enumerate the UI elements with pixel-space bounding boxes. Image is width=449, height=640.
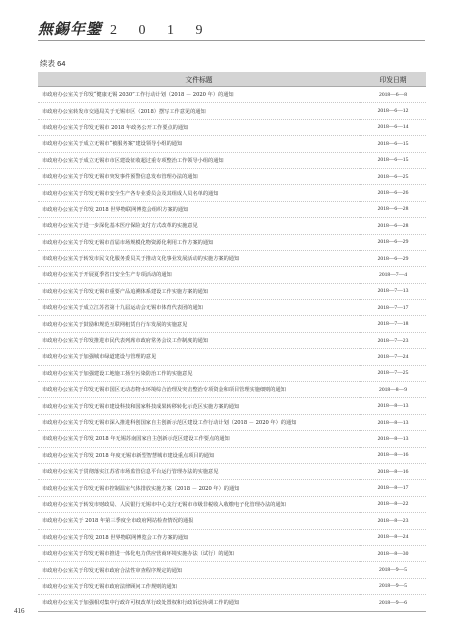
document-title-cell: 市政府办公室关于印发 2018 年度无锡市新型智慧城市建设重点项目的通知	[38, 447, 360, 463]
document-title-cell: 市政府办公室关于成立无锡市“被服务案”建设领导小组的通知	[38, 136, 360, 152]
document-title-cell: 市政府办公室关于加强建设工地施工扬尘污染防治工作的实施意见	[38, 365, 360, 381]
table-row	[38, 365, 426, 381]
issue-date-cell: 2018—9—6	[360, 595, 426, 611]
table-header-row	[38, 72, 426, 87]
issue-date-cell: 2018—6—29	[360, 234, 426, 250]
issue-date-cell: 2018—6—8	[360, 87, 426, 103]
issue-date-cell: 2018—7—24	[360, 349, 426, 365]
document-title-cell: 市政府办公室关于印发无锡市控制温室气体排放实施方案（2018 － 2020 年）的通知	[38, 480, 360, 496]
issue-date-cell: 2018—8—16	[360, 463, 426, 479]
issue-date-cell: 2018—6—29	[360, 250, 426, 266]
table-row	[38, 119, 426, 135]
table-row	[38, 152, 426, 168]
table-row	[38, 267, 426, 283]
table-row	[38, 103, 426, 119]
table-row	[38, 332, 426, 348]
table-row	[38, 578, 426, 594]
document-title-cell: 市政府办公室关于印发 2018 世界物联网博览会组织方案的通知	[38, 201, 360, 217]
document-title-cell: 市政府办公室关于印发无锡市深入推进科创国家自主创新示范区建设工作行动计划（2018 － 2020 年）的通知	[38, 414, 360, 430]
document-title-cell: 市政府办公室关于印发无锡市政府法律顾问工作规则的通知	[38, 578, 360, 594]
issue-date-cell: 2018—7—13	[360, 283, 426, 299]
table-row	[38, 250, 426, 266]
document-title-cell: 市政府办公室关于印发 2018 世界物联网博览会工作方案的通知	[38, 529, 360, 545]
page-header	[38, 18, 212, 39]
table-row	[38, 529, 426, 545]
issue-date-cell: 2018—8—17	[360, 480, 426, 496]
table-row	[38, 316, 426, 332]
issue-date-cell: 2018—8—16	[360, 447, 426, 463]
table-row	[38, 382, 426, 398]
table-body	[38, 87, 426, 612]
issue-date-cell: 2018—8—13	[360, 398, 426, 414]
header-rule	[38, 40, 425, 41]
document-title-cell: 市政府办公室关于进一步深化基本医疗保险支付方式改革的实施意见	[38, 218, 360, 234]
table-row	[38, 283, 426, 299]
document-title-cell: 市政府办公室关于转发市财政局、人民银行无锡市中心支行无锡市市级非税收入收缴电子化管理办法的通知	[38, 496, 360, 512]
issue-date-cell: 2018—6—14	[360, 119, 426, 135]
issue-date-cell: 2018—8—24	[360, 529, 426, 545]
issue-date-cell: 2018—6—26	[360, 185, 426, 201]
issue-date-cell: 2018—7—4	[360, 267, 426, 283]
document-title-cell: 市政府办公室关于印发无锡市首届市场规模化物资源化利用工作方案的通知	[38, 234, 360, 250]
issue-date-cell: 2018—8—13	[360, 414, 426, 430]
document-title-cell: 市政府办公室关于成立无锡市市区建设征收超过重专项整治工作领导小组的通知	[38, 152, 360, 168]
table-row	[38, 545, 426, 561]
document-title-cell: 市政府办公室关于印发无锡市突发事件预警信息发布管理办法的通知	[38, 168, 360, 184]
table-row	[38, 234, 426, 250]
table-row	[38, 513, 426, 529]
issue-date-cell: 2018—8—13	[360, 431, 426, 447]
table-row	[38, 168, 426, 184]
issue-date-cell: 2018—6—25	[360, 168, 426, 184]
document-title-cell: 市政府办公室关于成立江苏省第十九届运动会无锡市体育代表团的通知	[38, 300, 360, 316]
table-label: 续表 64	[40, 59, 66, 68]
table-row	[38, 414, 426, 430]
issue-date-cell: 2018—6—28	[360, 201, 426, 217]
document-title-cell: 市政府办公室关于印发推进市民代表列席市政府常务会议工作制度的通知	[38, 332, 360, 348]
issue-date-cell: 2018—6—28	[360, 218, 426, 234]
table-row	[38, 201, 426, 217]
document-title-cell: 市政府办公室关于印发无锡市建设科技和国家科技成果转移转化示范区实施方案的通知	[38, 398, 360, 414]
document-title-cell: 市政府办公室关于印发无锡市 2018 年政务公开工作要点的通知	[38, 119, 360, 135]
document-title-cell: 市政府办公室关于印发无锡市政府合法性审查程序规定的通知	[38, 562, 360, 578]
table-row	[38, 447, 426, 463]
document-title-cell: 市政府办公室关于转发市民文化服务委员关于推动文化事业发展活动的实施方案的通知	[38, 250, 360, 266]
table-row	[38, 218, 426, 234]
document-title-cell: 市政府办公室转发市交通局关于无锡市区（2018）摆写工作意见的通知	[38, 103, 360, 119]
yearbook-year: 2 0 1 9	[110, 23, 212, 38]
issue-date-cell: 2018—8—23	[360, 513, 426, 529]
issue-date-cell: 2018—7—23	[360, 332, 426, 348]
yearbook-logo: 無錫年鑒	[38, 20, 103, 38]
issue-date-cell: 2018—6—15	[360, 152, 426, 168]
issue-date-cell: 2018—7—18	[360, 316, 426, 332]
issue-date-cell: 2018—6—12	[360, 103, 426, 119]
document-title-cell: 市政府办公室关于开展夏季省日安全生产专项活动的通知	[38, 267, 360, 283]
issue-date-cell: 2018—8—30	[360, 545, 426, 561]
document-title-cell: 市政府办公室关于 2018 年第三季度全市政府网站检查情况的通报	[38, 513, 360, 529]
table-row	[38, 562, 426, 578]
issue-date-cell: 2018—7—17	[360, 300, 426, 316]
document-title-cell: 市政府办公室关于加强相对集中行政许可权改革行政处置权和行政诉讼协调工作的通知	[38, 595, 360, 611]
table-row	[38, 136, 426, 152]
issue-date-cell: 2018—8—9	[360, 382, 426, 398]
table-row	[38, 496, 426, 512]
column-header-title: 文件标题	[38, 72, 360, 87]
issue-date-cell: 2018—9—5	[360, 578, 426, 594]
document-title-cell: 市政府办公室关于加强城市绿道建设与管理的意见	[38, 349, 360, 365]
document-title-cell: 市政府办公室关于印发无锡市安全生产各专业委员会及其组成人员名单的通知	[38, 185, 360, 201]
document-title-cell: 市政府办公室关于贯彻落实江苏省市场监管信息平台运行管理办法的实施意见	[38, 463, 360, 479]
table-row	[38, 398, 426, 414]
issue-date-cell: 2018—8—22	[360, 496, 426, 512]
column-header-date: 印发日期	[360, 72, 426, 87]
document-title-cell: 市政府办公室关于鼓励和规范互联网租赁自行车发展的实施意见	[38, 316, 360, 332]
table-row	[38, 431, 426, 447]
document-table	[38, 72, 426, 612]
document-title-cell: 市政府办公室关于印发无锡市国区无动态物水环境综合治理及突击整治专项资金和项目管理实施细则的通知	[38, 382, 360, 398]
document-title-cell: 市政府办公室关于印发无锡市重要产品追溯体系建设工作实施方案的通知	[38, 283, 360, 299]
table-row	[38, 480, 426, 496]
table-row	[38, 463, 426, 479]
page-number: 416	[14, 607, 25, 615]
issue-date-cell: 2018—7—25	[360, 365, 426, 381]
table-row	[38, 300, 426, 316]
table-row	[38, 349, 426, 365]
table-row	[38, 185, 426, 201]
issue-date-cell: 2018—9—5	[360, 562, 426, 578]
document-title-cell: 市政府办公室关于印发 2018 年无锡苏南国家自主创新示范区建设工作要点的通知	[38, 431, 360, 447]
document-title-cell: 市政府办公室关于印发无锡市推进一体化电力供应营商环境实施办法（试行）的通知	[38, 545, 360, 561]
issue-date-cell: 2018—6—15	[360, 136, 426, 152]
table-row	[38, 595, 426, 611]
table-row	[38, 87, 426, 103]
document-title-cell: 市政府办公室关于印发“健康无锡 2030”工作行动计划（2018 － 2020 年）的通知	[38, 87, 360, 103]
